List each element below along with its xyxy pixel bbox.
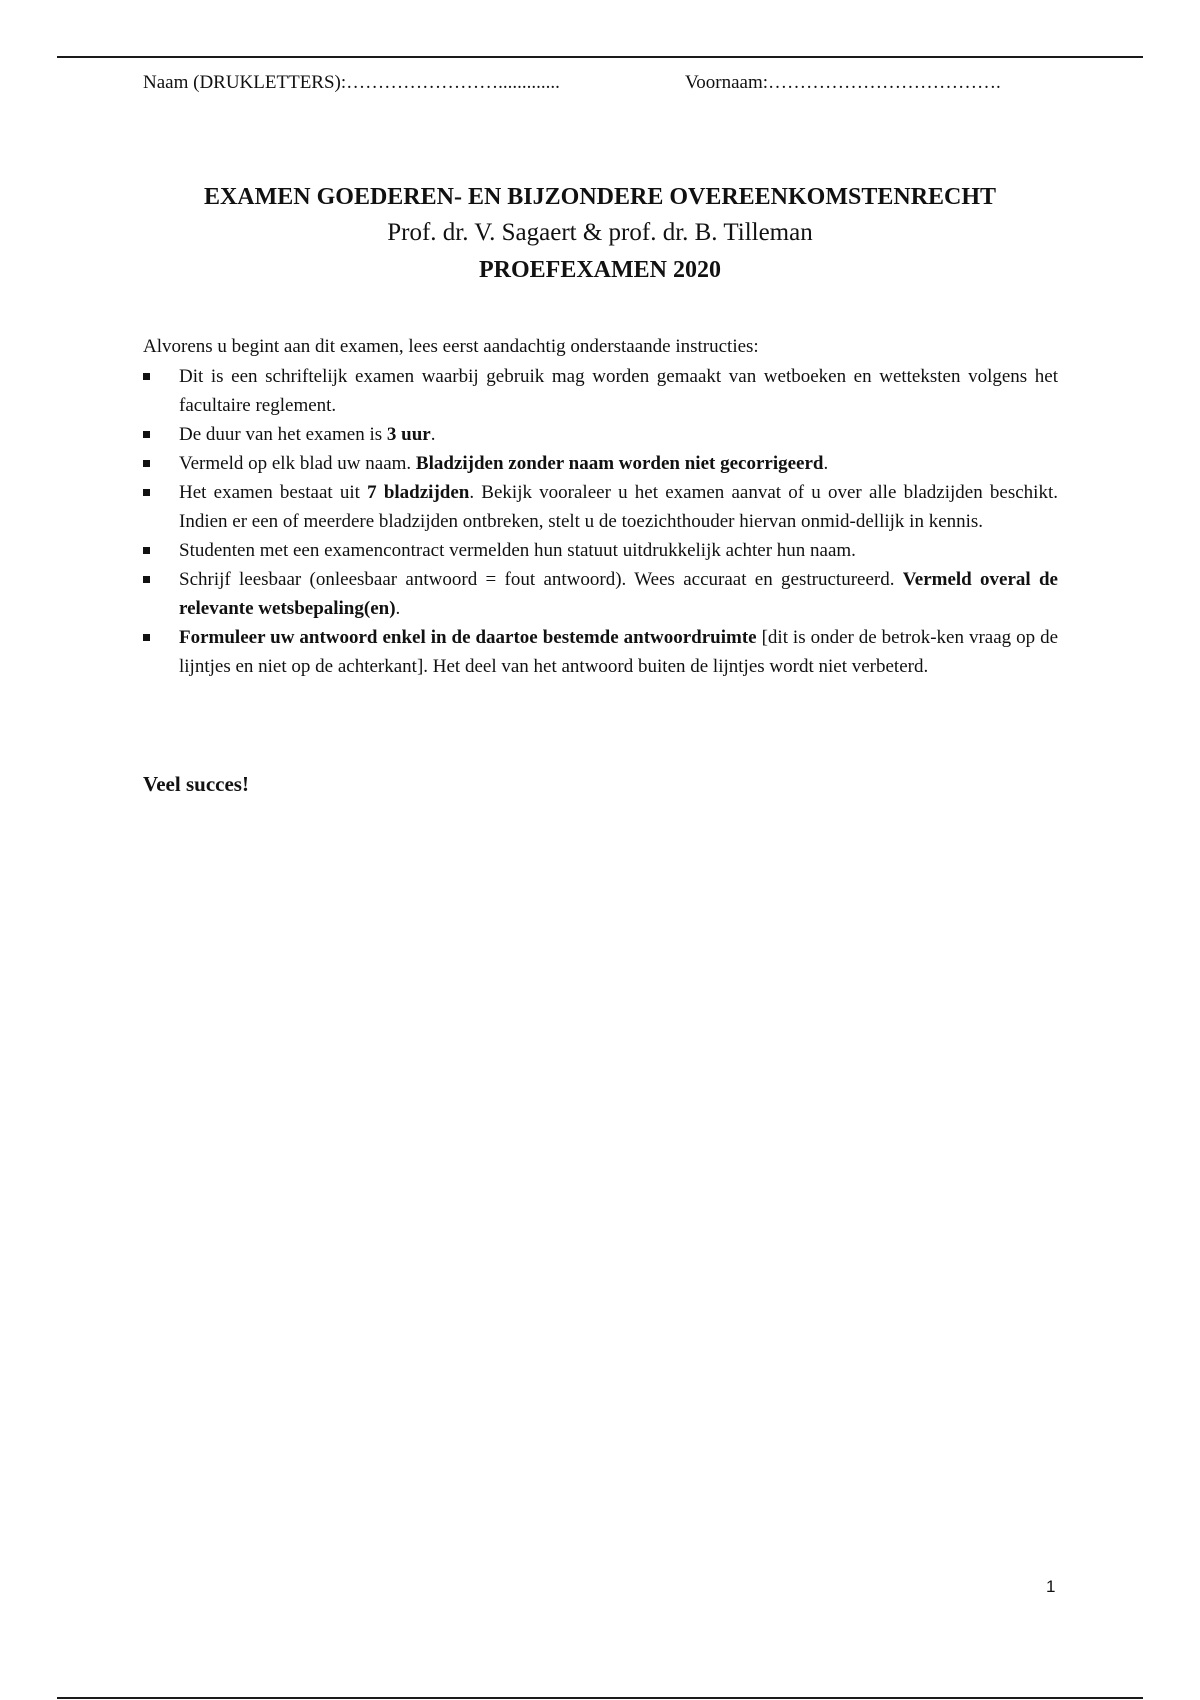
- instructions-intro: Alvorens u begint aan dit examen, lees eerst aandachtig onderstaande instructies:: [143, 336, 759, 357]
- instructions-list: [143, 362, 1058, 681]
- instructions: [143, 332, 1058, 681]
- square-bullet-icon: [143, 576, 150, 583]
- instruction-text: Schrijf leesbaar (onleesbaar antwoord = fout antwoord). Wees accuraat en gestructureerd.: [179, 569, 903, 590]
- square-bullet-icon: [143, 489, 150, 496]
- instruction-item: [143, 478, 1058, 536]
- top-rule: [57, 56, 1143, 58]
- instruction-text: Het examen bestaat uit: [179, 482, 368, 503]
- title-block: [0, 180, 1200, 288]
- instruction-text-after: .: [395, 598, 401, 619]
- square-bullet-icon: [143, 547, 150, 554]
- first-name-field[interactable]: Voornaam:……………………………….: [685, 72, 1001, 93]
- instruction-item: [143, 362, 1058, 420]
- name-field[interactable]: Naam (DRUKLETTERS):…………………….............: [143, 72, 560, 93]
- exam-title: EXAMEN GOEDEREN- EN BIJZONDERE OVEREENKOMSTENRECHT: [203, 184, 997, 210]
- instruction-text: Studenten met een examencontract vermelden hun statuut uitdrukkelijk achter hun naam.: [179, 540, 856, 561]
- instruction-bold: Formuleer uw antwoord enkel in de daartoe bestemde antwoordruimte: [179, 627, 757, 648]
- instruction-text: De duur van het examen is: [179, 424, 387, 445]
- instruction-item: [143, 420, 1058, 449]
- instruction-text-after: .: [430, 424, 436, 445]
- instruction-text: Dit is een schriftelijk examen waarbij gebruik mag worden gemaakt van wetboeken en wetteksten volgens het facultaire reglement.: [179, 366, 1058, 416]
- instruction-text-after: . Bekijk vooraleer u het examen aanvat of u over alle bladzijden beschikt. Indien er een of meerdere bladzijden ontbreken, stelt u de toezichthouder hiervan onmid-dellijk in kennis.: [179, 482, 1058, 532]
- closing-message: Veel succes!: [143, 772, 249, 796]
- page-number: 1: [1046, 1577, 1056, 1596]
- instruction-text: Vermeld op elk blad uw naam.: [179, 453, 416, 474]
- square-bullet-icon: [143, 373, 150, 380]
- header-fields: [143, 72, 1063, 94]
- exam-subtitle: PROEFEXAMEN 2020: [479, 257, 721, 283]
- instruction-bold: 3 uur: [386, 424, 431, 445]
- instruction-bold: 7 bladzijden: [367, 482, 470, 503]
- instruction-bold: Bladzijden zonder naam worden niet gecorrigeerd: [415, 453, 824, 474]
- instruction-item: [143, 536, 1058, 565]
- square-bullet-icon: [143, 460, 150, 467]
- instruction-item: [143, 623, 1058, 681]
- square-bullet-icon: [143, 634, 150, 641]
- instruction-item: [143, 449, 1058, 478]
- instruction-bold: Vermeld overal de relevante wetsbepaling(en): [179, 569, 1058, 619]
- instruction-text-after: .: [823, 453, 829, 474]
- exam-professors: Prof. dr. V. Sagaert & prof. dr. B. Tilleman: [387, 219, 813, 246]
- instruction-item: [143, 565, 1058, 623]
- instruction-text-after: [dit is onder de betrok-ken vraag op de lijntjes en niet op de achterkant]. Het deel van het antwoord buiten de lijntjes wordt niet verbeterd.: [179, 627, 1058, 677]
- bottom-rule: [57, 1697, 1143, 1699]
- square-bullet-icon: [143, 431, 150, 438]
